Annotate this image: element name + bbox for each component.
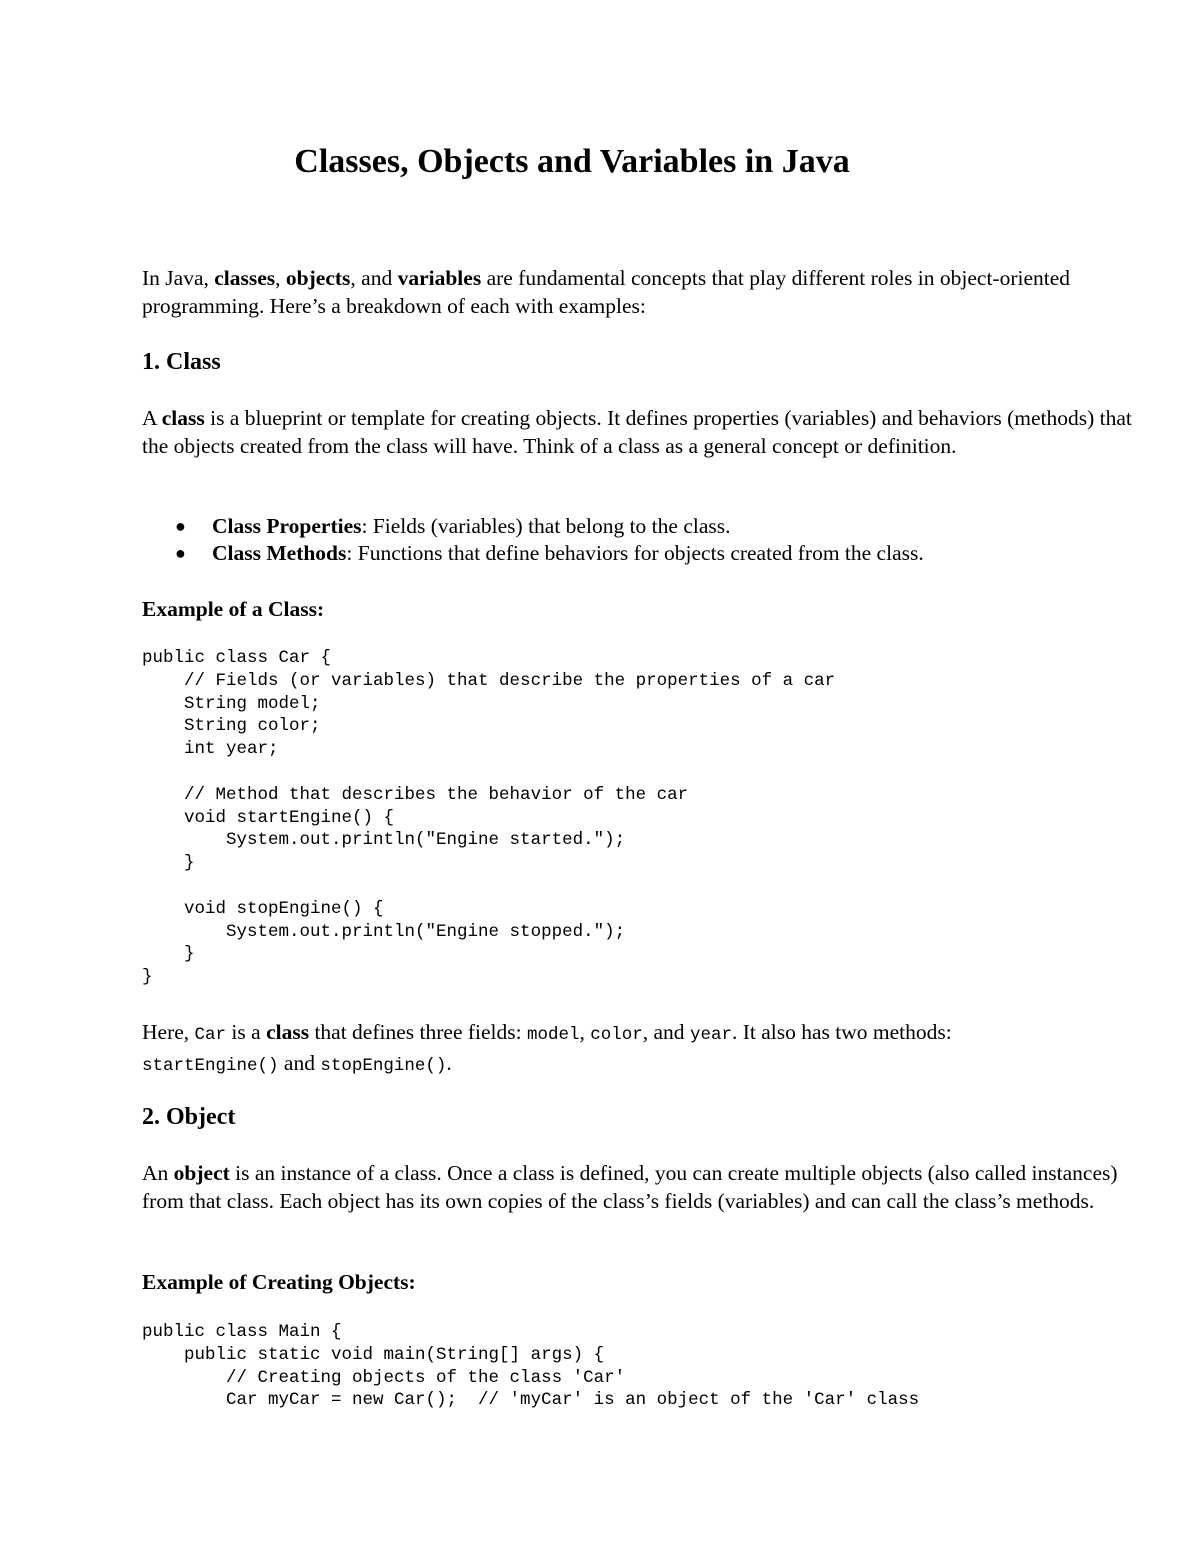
object-para-bold: object	[173, 1161, 230, 1185]
class-para-text: A	[142, 406, 162, 430]
inline-code: year	[689, 1025, 732, 1045]
object-para-text: An	[142, 1161, 174, 1185]
explain-text: , and	[642, 1020, 690, 1044]
explain-text: that defines three fields:	[309, 1020, 527, 1044]
bullet-icon: ●	[175, 516, 186, 536]
bullet-text: : Functions that define behaviors for objects created from the class.	[346, 541, 924, 565]
explain-text: and	[278, 1051, 321, 1075]
list-item	[142, 513, 1132, 540]
object-definition-paragraph	[142, 1159, 1132, 1215]
section-heading-class: 1. Class	[142, 349, 221, 375]
explain-text: ,	[579, 1020, 591, 1044]
intro-bold-variables: variables	[397, 266, 482, 290]
class-definition-paragraph	[142, 404, 1132, 460]
class-bullet-list	[142, 513, 1132, 567]
list-item	[142, 540, 1132, 567]
explain-text: .	[446, 1051, 452, 1075]
class-para-bold: class	[161, 406, 205, 430]
bullet-bold: Class Methods	[212, 541, 347, 565]
intro-paragraph	[142, 264, 1132, 320]
bullet-text: : Fields (variables) that belong to the class.	[361, 514, 731, 538]
page-title: Classes, Objects and Variables in Java	[294, 143, 850, 180]
example-class-heading: Example of a Class:	[142, 597, 325, 621]
inline-code: model	[526, 1025, 580, 1045]
intro-text: ,	[275, 266, 286, 290]
explain-text: Here,	[142, 1020, 195, 1044]
example-objects-heading: Example of Creating Objects:	[142, 1270, 416, 1294]
inline-code: Car	[194, 1025, 227, 1045]
explain-bold: class	[266, 1020, 310, 1044]
code-block-main-class: public class Main { public static void main(String[] args) { // Creating objects of the class 'Car' Car myCar = new Car(); // 'myCar' is an object of the 'Car' class	[142, 1322, 920, 1411]
bullet-icon: ●	[175, 543, 186, 563]
class-explanation-paragraph	[142, 1018, 1132, 1080]
inline-code: color	[590, 1025, 643, 1045]
bullet-bold: Class Properties	[212, 514, 362, 538]
intro-text: In Java,	[142, 266, 215, 290]
class-para-text: is a blueprint or template for creating objects. It defines properties (variables) and behaviors (methods) that the objects created from the class will have. Think of a class as a general concept or definition.	[142, 406, 1132, 458]
code-block-car-class: public class Car { // Fields (or variables) that describe the properties of a car String model; String color; int year; // Method that describes the behavior of the car void startEngine() { System.out.println("Engine started."); } void stopEngine() { System.out.println("Engine stopped."); } }	[142, 648, 836, 988]
section-heading-object: 2. Object	[142, 1104, 236, 1130]
object-para-text: is an instance of a class. Once a class is defined, you can create multiple objects (also called instances) from that class. Each object has its own copies of the class’s fields (variables) and can call the class’s methods.	[142, 1161, 1118, 1213]
explain-text: . It also has two methods:	[731, 1020, 952, 1044]
inline-code: startEngine()	[142, 1056, 279, 1076]
intro-text: are fundamental concepts that play different roles in object-oriented programming. Here’s a breakdown of each with examples:	[142, 266, 1071, 318]
intro-text: , and	[350, 266, 398, 290]
intro-bold-classes: classes	[214, 266, 276, 290]
explain-text: is a	[226, 1020, 267, 1044]
intro-bold-objects: objects	[285, 266, 351, 290]
inline-code: stopEngine()	[320, 1056, 447, 1076]
